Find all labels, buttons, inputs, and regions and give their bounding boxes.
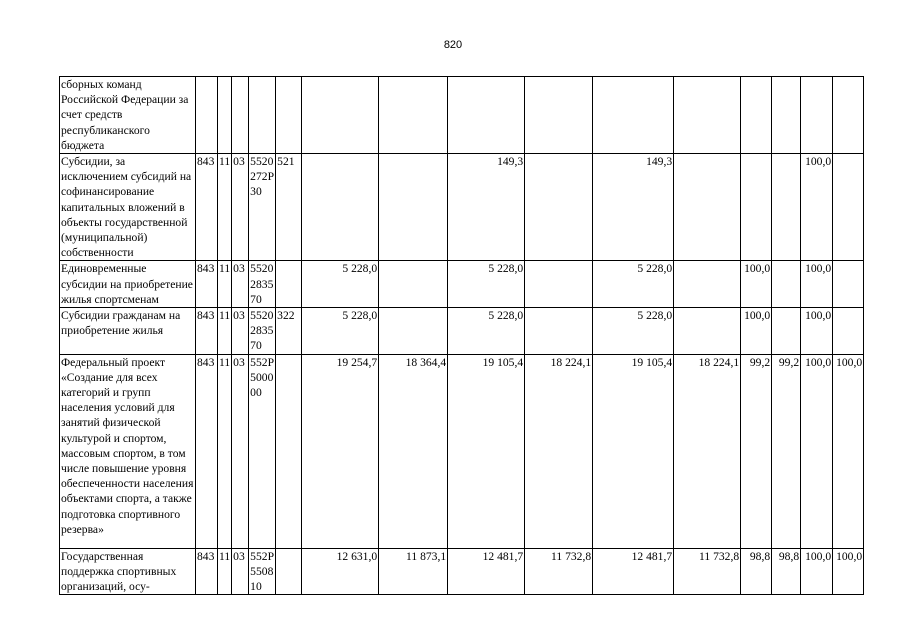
percent-cell: 99,2 <box>772 354 801 548</box>
value-cell: 5 228,0 <box>448 308 525 355</box>
expense-type-cell <box>276 261 302 308</box>
subsection-code-cell <box>232 77 249 154</box>
value-cell: 11 873,1 <box>379 548 448 595</box>
percent-cell <box>833 154 864 261</box>
percent-cell: 100,0 <box>741 308 772 355</box>
expense-type-cell <box>276 548 302 595</box>
section-code-cell: 11 <box>218 308 232 355</box>
value-cell <box>302 154 379 261</box>
value-cell: 11 732,8 <box>674 548 741 595</box>
value-cell <box>525 308 593 355</box>
percent-cell: 100,0 <box>833 354 864 548</box>
percent-cell <box>801 77 833 154</box>
percent-cell: 99,2 <box>741 354 772 548</box>
expense-type-cell <box>276 77 302 154</box>
value-cell <box>525 261 593 308</box>
ministry-code-cell: 843 <box>196 354 218 548</box>
value-cell: 12 631,0 <box>302 548 379 595</box>
value-cell <box>525 154 593 261</box>
value-cell <box>674 154 741 261</box>
value-cell: 18 224,1 <box>674 354 741 548</box>
ministry-code-cell: 843 <box>196 261 218 308</box>
target-code-cell <box>249 77 276 154</box>
table-row <box>60 154 864 261</box>
target-code-cell: 5520283570 <box>249 308 276 355</box>
value-cell: 19 105,4 <box>448 354 525 548</box>
value-cell <box>674 77 741 154</box>
row-name-cell: Субсидии, за исключением субсидий на софинансирование капитальных вложений в объекты государственной (муниципальной) собственности <box>60 154 196 261</box>
subsection-code-cell: 03 <box>232 154 249 261</box>
percent-cell: 100,0 <box>801 308 833 355</box>
expense-type-cell: 521 <box>276 154 302 261</box>
subsection-code-cell: 03 <box>232 261 249 308</box>
value-cell: 149,3 <box>448 154 525 261</box>
percent-cell: 100,0 <box>801 354 833 548</box>
percent-cell: 100,0 <box>801 154 833 261</box>
target-code-cell: 5520283570 <box>249 261 276 308</box>
section-code-cell: 11 <box>218 154 232 261</box>
ministry-code-cell: 843 <box>196 548 218 595</box>
percent-cell <box>772 154 801 261</box>
percent-cell: 100,0 <box>801 548 833 595</box>
section-code-cell: 11 <box>218 354 232 548</box>
value-cell <box>593 77 674 154</box>
value-cell: 5 228,0 <box>593 261 674 308</box>
row-name-cell: Государственная поддержка спортивных организаций, осу- <box>60 548 196 595</box>
value-cell: 5 228,0 <box>593 308 674 355</box>
section-code-cell <box>218 77 232 154</box>
percent-cell: 100,0 <box>833 548 864 595</box>
percent-cell: 100,0 <box>741 261 772 308</box>
percent-cell: 98,8 <box>741 548 772 595</box>
value-cell: 11 732,8 <box>525 548 593 595</box>
row-name-cell: Федеральный проект «Создание для всех категорий и групп населения условий для занятий физической культурой и спортом, массовым спортом, в том числе повышение уровня обеспеченности населения объектами спорта, а также подготовка спортивного резерва» <box>60 354 196 548</box>
target-code-cell: 5520272P30 <box>249 154 276 261</box>
percent-cell <box>741 77 772 154</box>
ministry-code-cell <box>196 77 218 154</box>
value-cell <box>674 261 741 308</box>
table-row <box>60 308 864 355</box>
value-cell: 19 254,7 <box>302 354 379 548</box>
section-code-cell: 11 <box>218 548 232 595</box>
value-cell <box>674 308 741 355</box>
value-cell: 12 481,7 <box>448 548 525 595</box>
percent-cell <box>772 308 801 355</box>
row-name-cell: сборных команд Российской Федерации за счет средств республиканского бюджета <box>60 77 196 154</box>
subsection-code-cell: 03 <box>232 308 249 355</box>
target-code-cell: 552P550810 <box>250 549 275 594</box>
ministry-code-cell: 843 <box>196 308 218 355</box>
table-row <box>60 261 864 308</box>
value-cell: 19 105,4 <box>593 354 674 548</box>
table-row <box>60 354 864 548</box>
value-cell: 5 228,0 <box>302 308 379 355</box>
percent-cell <box>772 77 801 154</box>
value-cell: 18 224,1 <box>525 354 593 548</box>
expense-type-cell <box>276 354 302 548</box>
value-cell: 149,3 <box>593 154 674 261</box>
page-number: 820 <box>443 39 463 51</box>
table-body <box>60 77 864 595</box>
table-row <box>60 548 864 595</box>
percent-cell <box>772 261 801 308</box>
percent-cell: 98,8 <box>772 548 801 595</box>
value-cell: 5 228,0 <box>448 261 525 308</box>
ministry-code-cell: 843 <box>196 154 218 261</box>
value-cell <box>525 77 593 154</box>
subsection-code-cell: 03 <box>232 354 249 548</box>
value-cell <box>379 77 448 154</box>
value-cell <box>379 154 448 261</box>
percent-cell <box>741 154 772 261</box>
value-cell: 18 364,4 <box>379 354 448 548</box>
value-cell <box>302 77 379 154</box>
section-code-cell: 11 <box>218 261 232 308</box>
value-cell <box>379 308 448 355</box>
row-name-cell: Субсидии гражданам на приобретение жилья <box>60 308 196 355</box>
value-cell: 12 481,7 <box>593 548 674 595</box>
percent-cell <box>833 308 864 355</box>
value-cell <box>448 77 525 154</box>
percent-cell <box>833 77 864 154</box>
value-cell: 5 228,0 <box>302 261 379 308</box>
expense-type-cell: 322 <box>276 308 302 355</box>
value-cell <box>379 261 448 308</box>
row-name-cell: Единовременные субсидии на приобретение жилья спортсменам <box>60 261 196 308</box>
budget-table <box>59 76 864 595</box>
table-row <box>60 77 864 154</box>
subsection-code-cell: 03 <box>232 548 249 595</box>
percent-cell <box>833 261 864 308</box>
target-code-cell: 552P500000 <box>249 354 276 548</box>
percent-cell: 100,0 <box>801 261 833 308</box>
